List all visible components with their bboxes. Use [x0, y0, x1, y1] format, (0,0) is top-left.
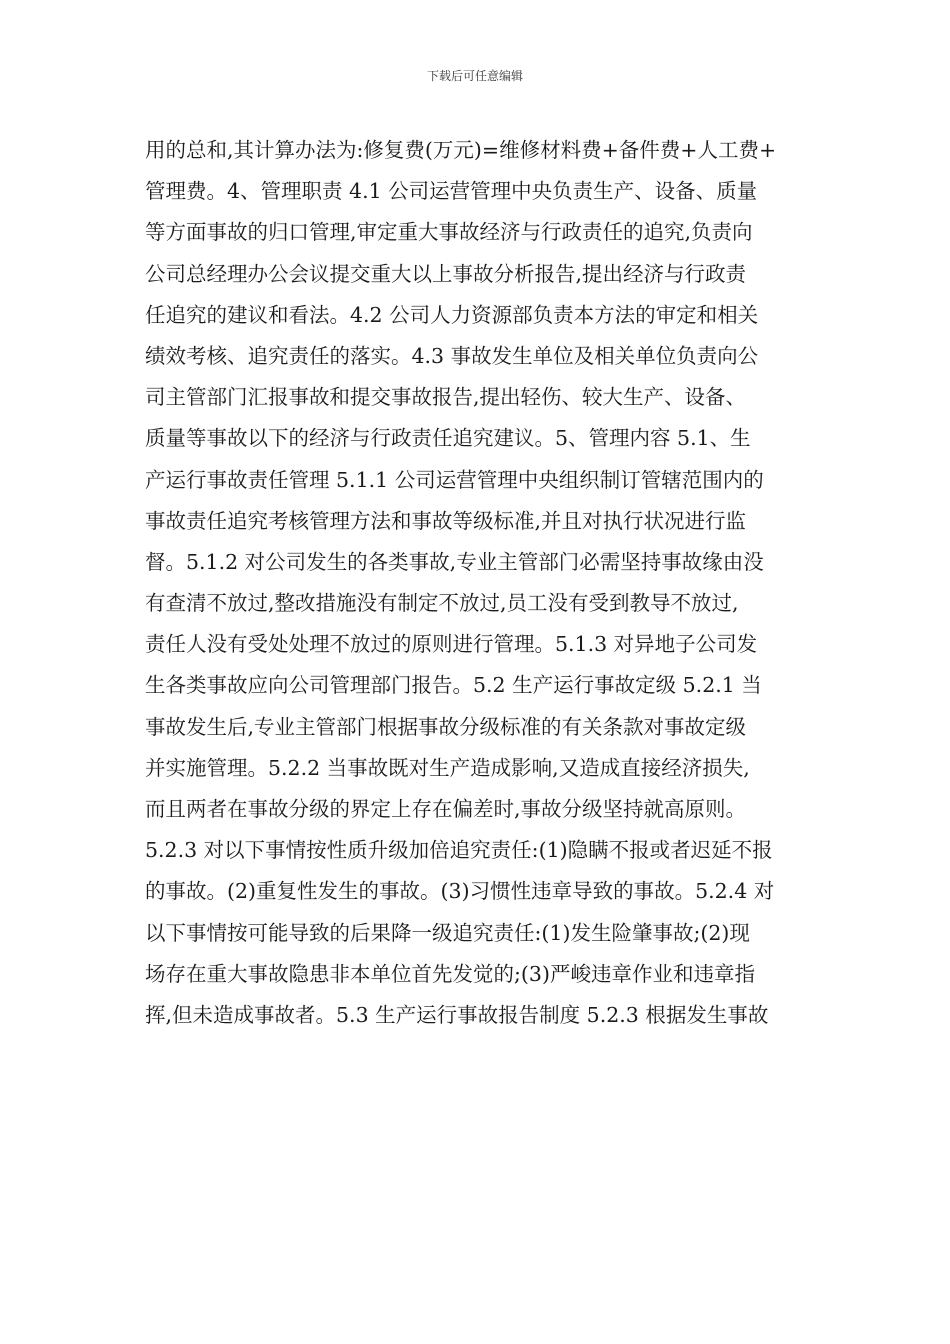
- text-line: 而且两者在事故分级的界定上存在偏差时,事故分级坚持就高原则。: [145, 797, 747, 821]
- document-body: [145, 130, 825, 1036]
- page-header: 下载后可任意编辑: [426, 69, 523, 83]
- text-line: 事故责任追究考核管理方法和事故等级标准,并且对执行状况进行监: [145, 508, 747, 533]
- text-line: 事故发生后,专业主管部门根据事故分级标准的有关条款对事故定级: [145, 714, 747, 739]
- text-line: 场存在重大事故隐患非本单位首先发觉的;(3)严峻违章作业和违章指: [145, 961, 755, 986]
- text-line: 公司总经理办公会议提交重大以上事故分析报告,提出经济与行政责: [145, 261, 747, 286]
- text-line: 产运行事故责任管理 5.1.1 公司运营管理中央组织制订管辖范围内的: [145, 467, 764, 492]
- text-line: 以下事情按可能导致的后果降一级追究责任:(1)发生险肇事故;(2)现: [145, 920, 750, 945]
- text-line: 并实施管理。5.2.2 当事故既对生产造成影响,又造成直接经济损失,: [145, 755, 750, 780]
- text-line: 管理费。4、管理职责 4.1 公司运营管理中央负责生产、设备、质量: [145, 179, 758, 204]
- text-line: 等方面事故的归口管理,审定重大事故经济与行政责任的追究,负责向: [145, 220, 753, 245]
- text-line: 责任人没有受处处理不放过的原则进行管理。5.1.3 对异地子公司发: [145, 632, 758, 657]
- text-line: 用的总和,其计算办法为:修复费(万元)=维修材料费+备件费+人工费+: [145, 138, 777, 162]
- text-line: 生各类事故应向公司管理部门报告。5.2 生产运行事故定级 5.2.1 当: [145, 673, 762, 698]
- text-line: 5.2.3 对以下事情按性质升级加倍追究责任:(1)隐瞒不报或者迟延不报: [145, 838, 773, 863]
- text-line: 质量等事故以下的经济与行政责任追究建议。5、管理内容 5.1、生: [145, 426, 751, 451]
- text-line: 有查清不放过,整改措施没有制定不放过,员工没有受到教导不放过,: [145, 591, 739, 616]
- text-line: 绩效考核、追究责任的落实。4.3 事故发生单位及相关单位负责向公: [145, 343, 759, 368]
- text-line: 督。5.1.2 对公司发生的各类事故,专业主管部门必需坚持事故缘由没: [145, 549, 764, 574]
- text-line: 司主管部门汇报事故和提交事故报告,提出轻伤、较大生产、设备、: [145, 385, 747, 410]
- text-line: 挥,但未造成事故者。5.3 生产运行事故报告制度 5.2.3 根据发生事故: [145, 1002, 769, 1027]
- text-line: 任追究的建议和看法。4.2 公司人力资源部负责本方法的审定和相关: [145, 302, 759, 327]
- text-line: 的事故。(2)重复性发生的事故。(3)习惯性违章导致的事故。5.2.4 对: [145, 879, 775, 904]
